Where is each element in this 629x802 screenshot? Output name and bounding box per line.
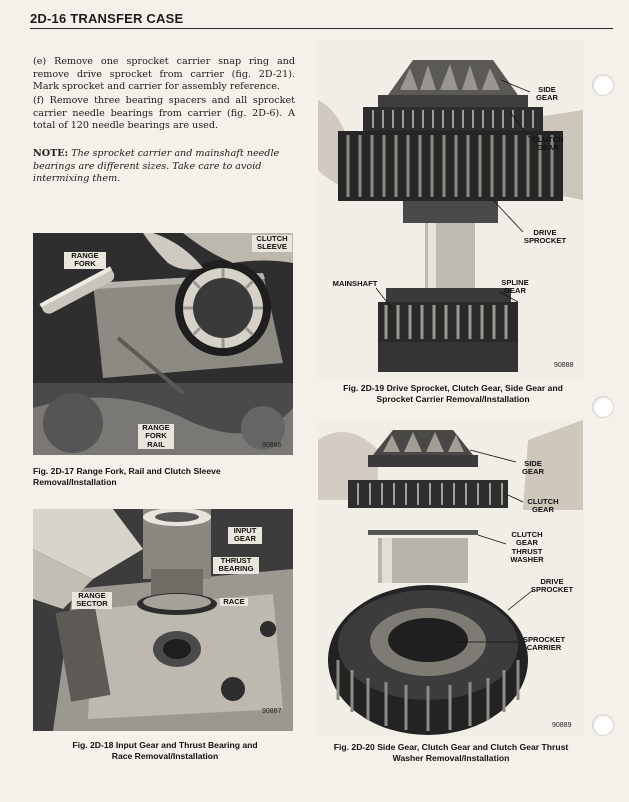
fig19-label-drive-sprocket: DRIVE SPROCKET <box>523 228 567 246</box>
fig17-caption: Fig. 2D-17 Range Fork, Rail and Clutch Sleeve Removal/Installation <box>33 466 221 487</box>
fig19-label-side-gear: SIDE GEAR <box>536 85 558 103</box>
fig18-label-input-gear: INPUT GEAR <box>228 527 262 544</box>
fig19-code: 90888 <box>554 362 574 369</box>
binder-hole-bottom <box>592 714 614 736</box>
fig20-label-clutch-gear: CLUTCH GEAR <box>527 497 559 515</box>
binder-hole-top <box>592 74 614 96</box>
fig20-label-drive-sprocket: DRIVE SPROCKET <box>530 577 574 595</box>
paragraph-e-text: (e) Remove one sprocket carrier snap ring and remove drive sprocket from carrier (fig. 2D-21). Mark sprocket and carrier for assembly reference. <box>33 56 295 93</box>
fig17-label-clutch-sleeve: CLUTCH SLEEVE <box>252 235 292 252</box>
fig20-label-side-gear: SIDE GEAR <box>522 459 544 477</box>
binder-hole-middle <box>592 396 614 418</box>
fig18-label-range-sector: RANGE SECTOR <box>72 592 112 609</box>
fig19-caption: Fig. 2D-19 Drive Sprocket, Clutch Gear, Side Gear and Sprocket Carrier Removal/Installation <box>343 383 563 404</box>
fig19-label-spline-gear: SPLINE GEAR <box>501 278 529 296</box>
fig20-label-sprocket-carrier: SPROCKET CARRIER <box>522 635 566 653</box>
fig18-caption: Fig. 2D-18 Input Gear and Thrust Bearing and Race Removal/Installation <box>72 740 258 761</box>
fig17-label-range-fork: RANGE FORK <box>64 252 106 269</box>
paragraph-f-text: (f) Remove three bearing spacers and all sprocket carrier needle bearings from carrier (fig. 2D-6). A total of 120 needle bearings are used. <box>33 95 295 132</box>
fig18-label-race: RACE <box>220 598 248 606</box>
fig17-code: 90886 <box>262 442 282 449</box>
header-rule <box>30 28 613 29</box>
fig20-caption: Fig. 2D-20 Side Gear, Clutch Gear and Clutch Gear Thrust Washer Removal/Installation <box>333 742 569 763</box>
fig19-label-clutch-gear: CLUTCH GEAR <box>532 135 564 153</box>
fig17-label-range-fork-rail: RANGE FORK RAIL <box>138 424 174 449</box>
paragraph-e <box>33 56 295 94</box>
note-block <box>33 148 295 186</box>
note-text: The sprocket carrier and mainshaft needle bearings are different sizes. Take care to avoid intermixing them. <box>33 148 280 185</box>
page-header: 2D-16 TRANSFER CASE <box>30 11 184 26</box>
note-label: NOTE: <box>33 148 69 159</box>
fig18-code: 90887 <box>262 708 282 715</box>
fig20-code: 90889 <box>552 722 572 729</box>
fig20-label-thrust-washer: CLUTCH GEAR THRUST WASHER <box>510 530 544 565</box>
paragraph-f <box>33 95 295 133</box>
fig18-label-thrust-bearing: THRUST BEARING <box>213 557 259 574</box>
fig19-label-mainshaft: MAINSHAFT <box>332 279 378 288</box>
